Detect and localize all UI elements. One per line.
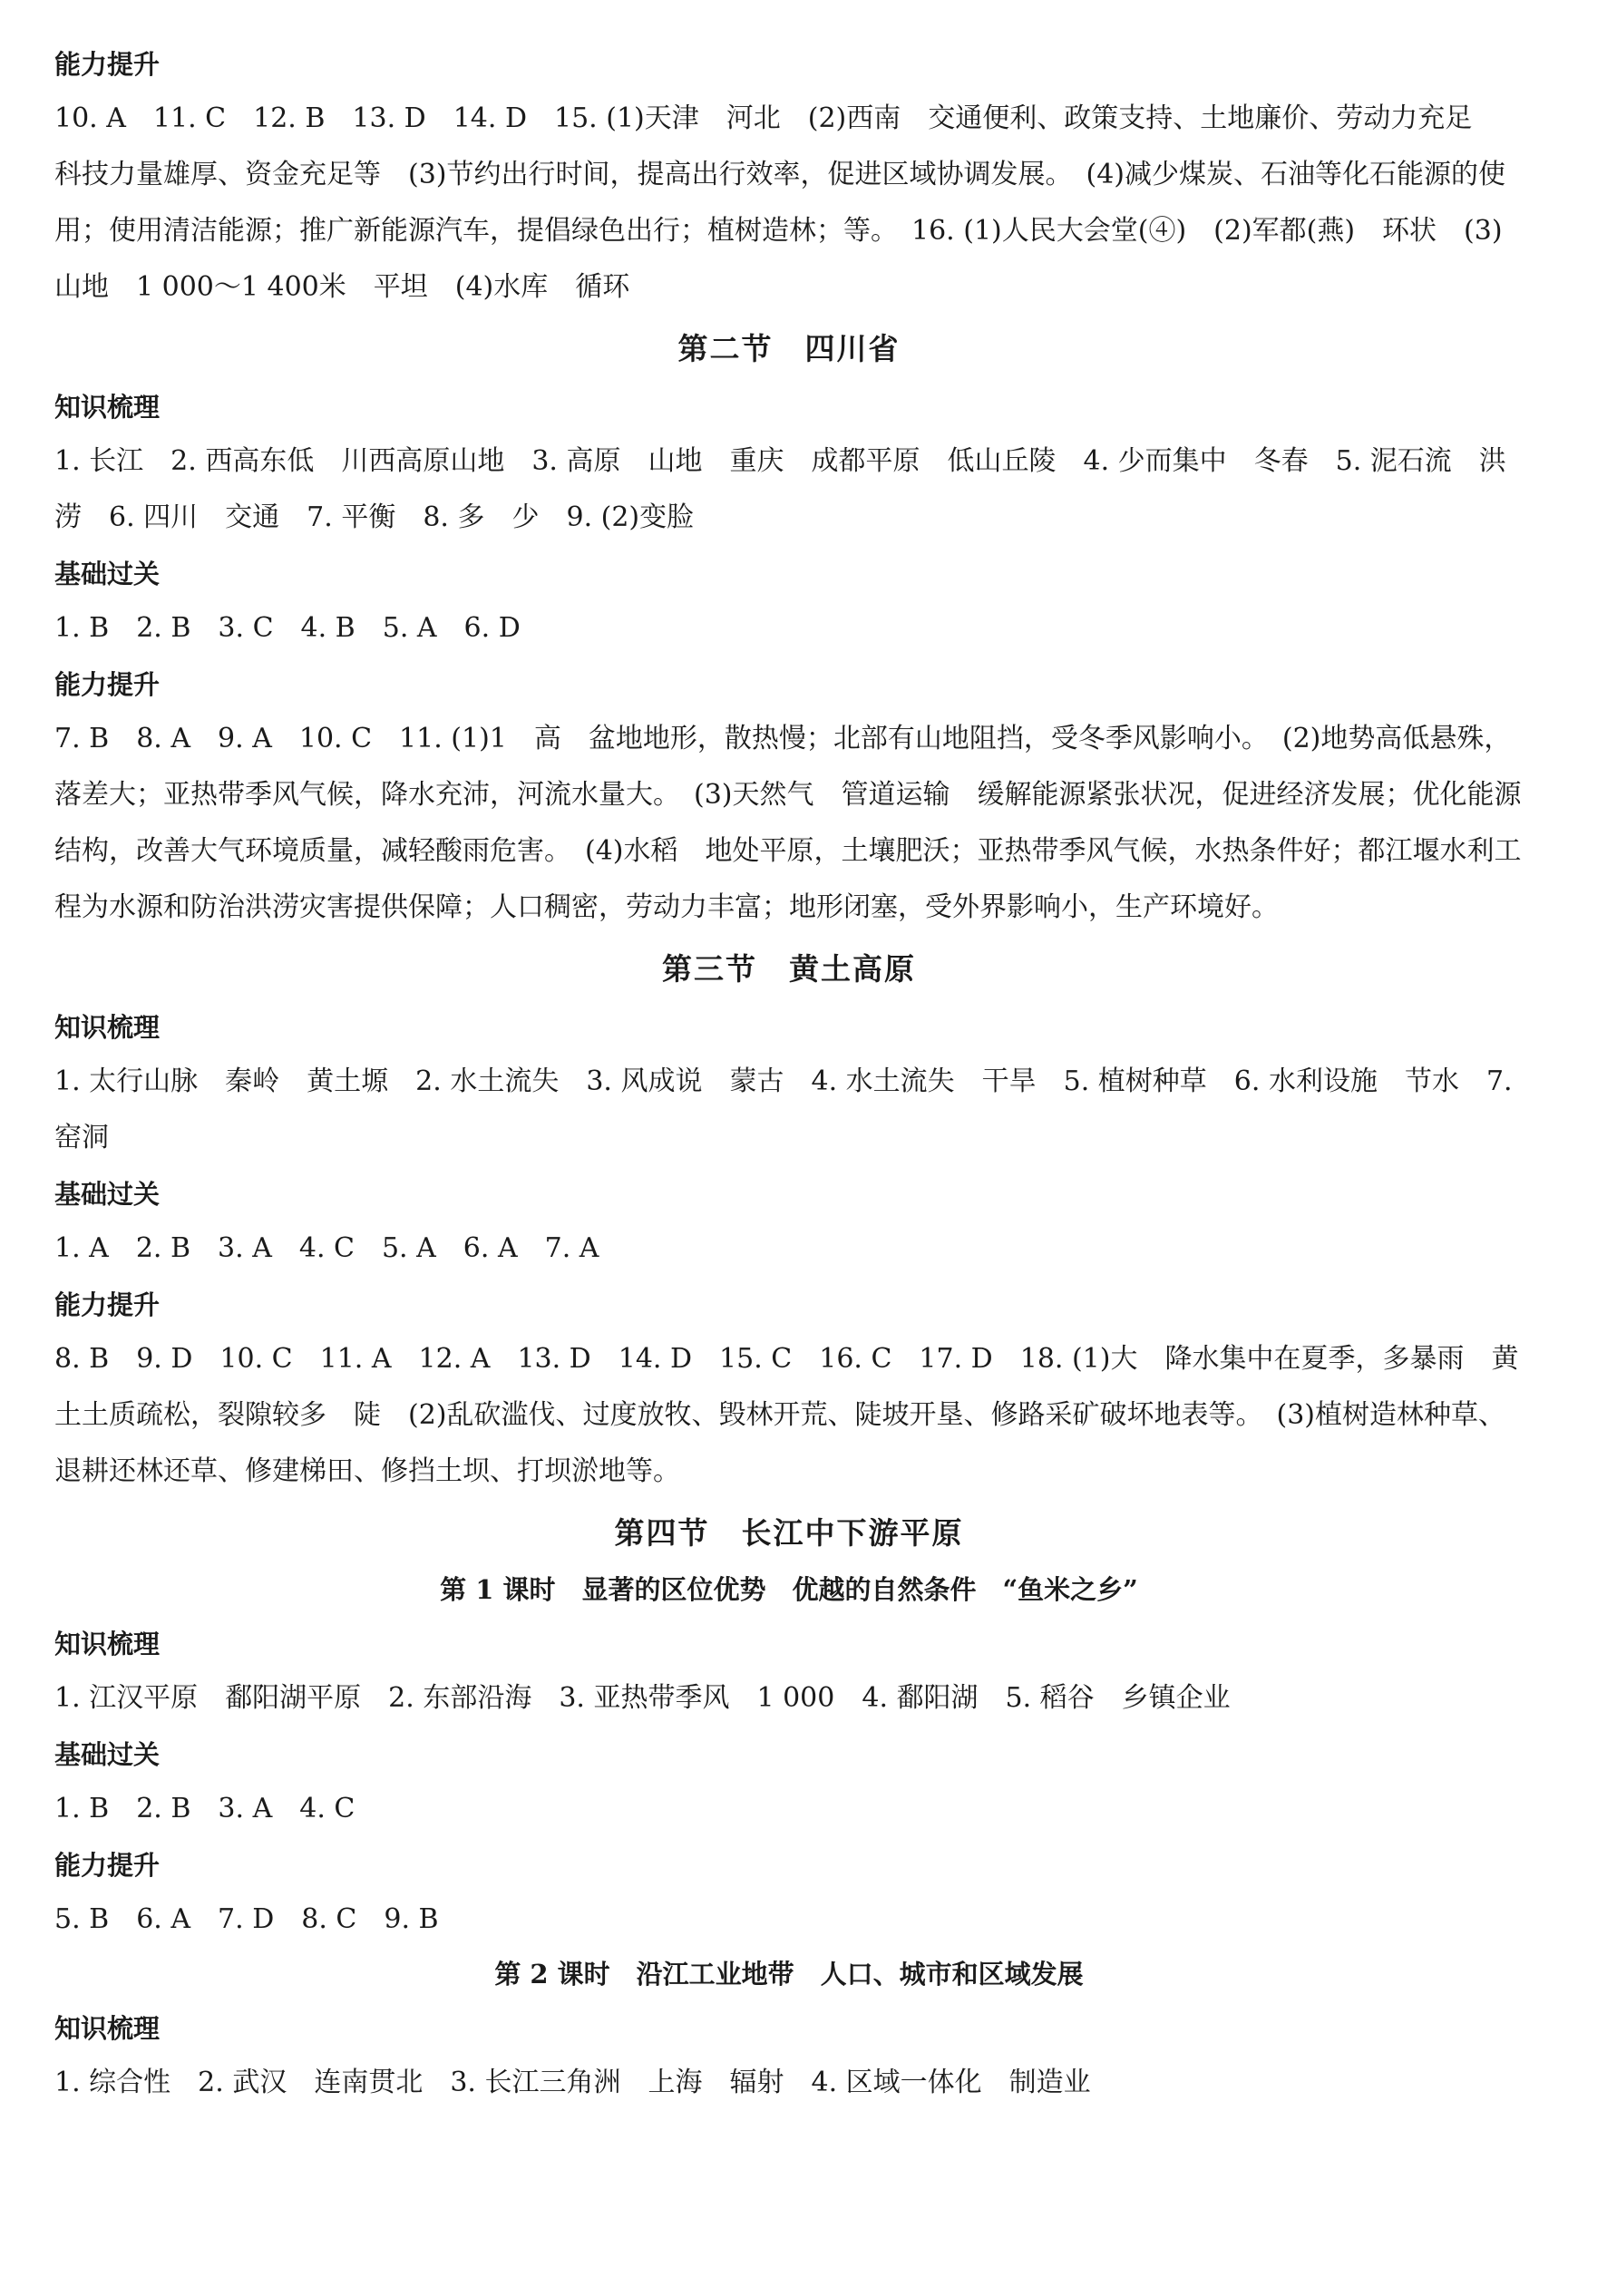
section-label: 能力提升 [54, 1850, 161, 1881]
answer-paragraph: 7. B 8. A 9. A 10. C 11. (1)1 高 盆地地形，散热慢；北部有山地阻挡，受冬季风影响小。 (2)地势高低悬殊，落差大；亚热带季风气候，降水充沛，河流水量大。 (3)天然气 管道运输 缓解能源紧张状况，促进经济发展；优化能源结构，改善大气环境质量，减轻酸雨危害。 (4)水稻 地处平原，土壤肥沃；亚热带季风气候，水热条件好；都江堰水利工程为水源和防治洪涝灾害提供保障；人口稠密，劳动力丰富；地形闭塞，受外界影响小，生产环境好。 [54, 723, 1522, 923]
section-label: 知识梳理 [54, 392, 161, 423]
answer-paragraph: 8. B 9. D 10. C 11. A 12. A 13. D 14. D 15. C 16. C 17. D 18. (1)大 降水集中在夏季，多暴雨 黄土土质疏松，裂隙较多 陡 (2)乱砍滥伐、过度放牧、毁林开荒、陡坡开垦、修路采矿破坏地表等。 (3)植树造林种草、退耕还林还草、修建梯田、修挡土坝、打坝淤地等。 [54, 1343, 1519, 1487]
section-label: 能力提升 [54, 1289, 161, 1320]
section-label: 基础过关 [54, 1739, 161, 1770]
answer-paragraph: 1. B 2. B 3. A 4. C [54, 1793, 355, 1824]
answer-paragraph: 5. B 6. A 7. D 8. C 9. B [54, 1903, 439, 1935]
answer-paragraph: 1. 太行山脉 秦岭 黄土塬 2. 水土流失 3. 风成说 蒙古 4. 水土流失 干旱 5. 植树种草 6. 水利设施 节水 7. 窑洞 [54, 1065, 1513, 1153]
answer-paragraph: 1. 江汉平原 鄱阳湖平原 2. 东部沿海 3. 亚热带季风 1 000 4. 鄱阳湖 5. 稻谷 乡镇企业 [54, 1682, 1231, 1714]
lesson-heading: 第 2 课时 沿江工业地带 人口、城市和区域发展 [494, 1959, 1084, 1990]
section-heading: 第四节 长江中下游平原 [614, 1515, 964, 1551]
section-label: 基础过关 [54, 559, 161, 589]
section-label: 基础过关 [54, 1179, 161, 1210]
answer-paragraph: 1. B 2. B 3. C 4. B 5. A 6. D [54, 612, 521, 644]
section-heading: 第三节 黄土高原 [662, 951, 916, 987]
section-label: 能力提升 [54, 669, 161, 700]
answer-paragraph: 1. A 2. B 3. A 4. C 5. A 6. A 7. A [54, 1232, 599, 1264]
section-label: 知识梳理 [54, 1012, 161, 1043]
lesson-heading: 第 1 课时 显著的区位优势 优越的自然条件 “鱼米之乡” [440, 1574, 1138, 1605]
section-label: 知识梳理 [54, 2013, 161, 2044]
answer-paragraph: 10. A 11. C 12. B 13. D 14. D 15. (1)天津 河北 (2)西南 交通便利、政策支持、土地廉价、劳动力充足 科技力量雄厚、资金充足等 (3)节约出行时间，提高出行效率，促进区域协调发展。 (4)减少煤炭、石油等化石能源的使用；使用清洁能源；推广新能源汽车，提倡绿色出行；植树造林；等。 16. (1)人民大会堂(④) (2)军都(燕) 环状 (3)山地 1 000～1 400米 平坦 (4)水库 循环 [54, 102, 1505, 303]
answer-paragraph: 1. 综合性 2. 武汉 连南贯北 3. 长江三角洲 上海 辐射 4. 区域一体化 制造业 [54, 2067, 1091, 2098]
answer-key-page [54, 36, 1524, 2111]
section-label: 知识梳理 [54, 1629, 161, 1659]
answer-paragraph: 1. 长江 2. 西高东低 川西高原山地 3. 高原 山地 重庆 成都平原 低山丘陵 4. 少而集中 冬春 5. 泥石流 洪涝 6. 四川 交通 7. 平衡 8. 多 少 9. (2)变脸 [54, 445, 1506, 533]
section-heading: 第二节 四川省 [677, 331, 901, 366]
section-label: 能力提升 [54, 49, 161, 80]
